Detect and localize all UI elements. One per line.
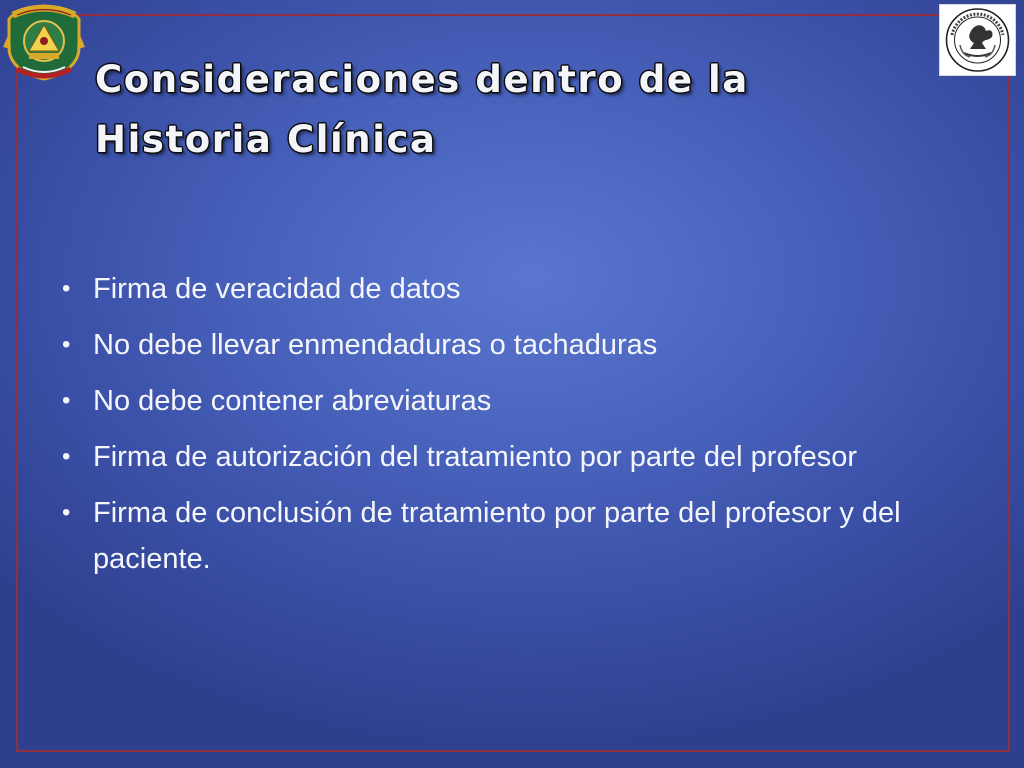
list-item xyxy=(60,322,940,368)
list-item-text: No debe llevar enmendaduras o tachaduras xyxy=(93,329,658,361)
mexican-national-seal-icon xyxy=(939,4,1016,76)
bullet-list xyxy=(60,266,940,592)
list-item xyxy=(60,434,940,480)
list-item-text: Firma de veracidad de datos xyxy=(93,273,461,305)
bullet-icon: • xyxy=(62,499,71,526)
bullet-icon: • xyxy=(62,275,71,302)
bullet-icon: • xyxy=(62,331,71,358)
slide-title: Consideraciones dentro de la Historia Clínica xyxy=(95,58,749,161)
university-coat-of-arms-icon xyxy=(3,3,85,81)
list-item-text: Firma de conclusión de tratamiento por parte del profesor y del paciente. xyxy=(93,497,901,575)
list-item xyxy=(60,490,940,582)
bullet-icon: • xyxy=(62,387,71,414)
list-item-text: No debe contener abreviaturas xyxy=(93,385,492,417)
list-item xyxy=(60,378,940,424)
bullet-icon: • xyxy=(62,443,71,470)
list-item-text: Firma de autorización del tratamiento por parte del profesor xyxy=(93,441,858,473)
list-item xyxy=(60,266,940,312)
